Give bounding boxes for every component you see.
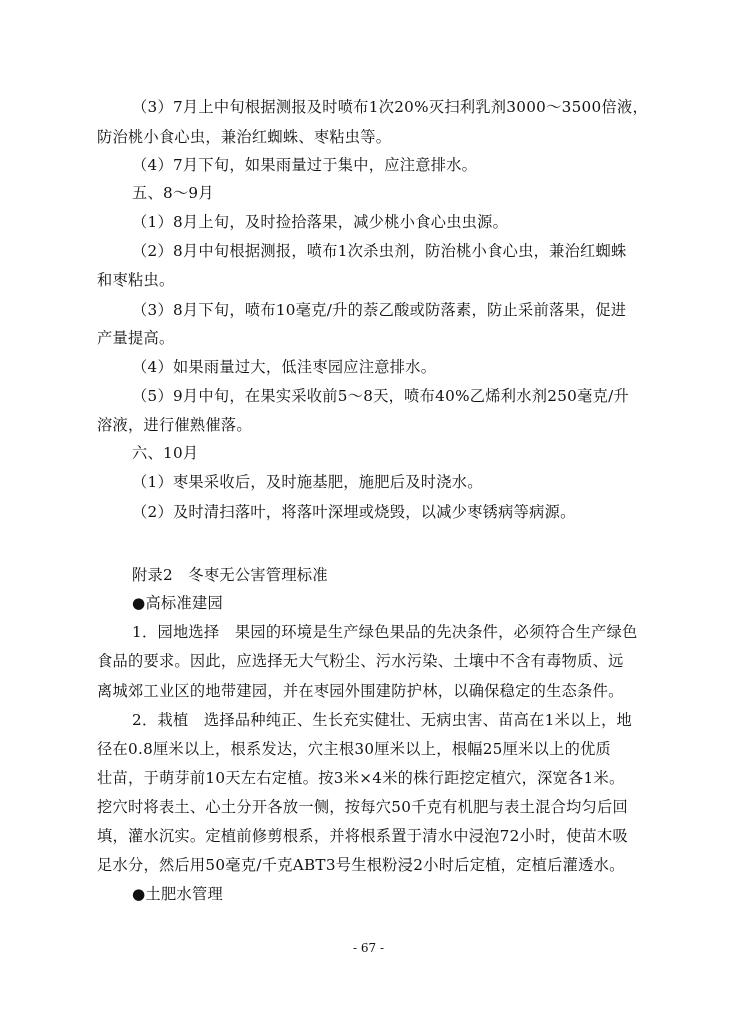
section-heading: 五、8～9月 [132, 184, 214, 202]
text-line: 挖穴时将表土、心土分开各放一侧，按每穴50千克有机肥与表土混合均匀后回 [97, 798, 629, 816]
text-line: 2．栽植 选择品种纯正、生长充实健壮、无病虫害、苗高在1米以上，地 [132, 711, 633, 729]
text-line: （2）及时清扫落叶，将落叶深埋或烧毁，以减少枣锈病等病源。 [132, 503, 576, 521]
text-line: 1．园地选择 果园的环境是生产绿色果品的先决条件，必须符合生产绿色 [132, 623, 638, 641]
text-line: 壮苗，于萌芽前10天左右定植。按3米×4米的株行距挖定植穴，深宽各1米。 [97, 769, 625, 787]
text-line: （3）7月上中旬根据测报及时喷布1次20%灭扫利乳剂3000～3500倍液， [132, 98, 648, 116]
text-line: 填，灌水沉实。定植前修剪根系，并将根系置于清水中浸泡72小时，使苗木吸 [97, 827, 629, 845]
bullet-heading: ●高标准建园 [132, 594, 223, 612]
text-line: （5）9月中旬，在果实采收前5～8天，喷布40%乙烯利水剂250毫克/升 [132, 387, 629, 405]
text-line: 径在0.8厘米以上，根系发达，穴主根30厘米以上，根幅25厘米以上的优质 [97, 740, 612, 758]
appendix-title: 附录2 冬枣无公害管理标准 [132, 566, 328, 584]
text-line: 产量提高。 [97, 329, 175, 347]
text-line: （4）如果雨量过大，低洼枣园应注意排水。 [132, 358, 437, 376]
page-number: - 67 - [352, 941, 384, 955]
text-line: 食品的要求。因此，应选择无大气粉尘、污水污染、土壤中不含有毒物质、远 [97, 652, 624, 670]
section-heading: 六、10月 [132, 444, 199, 462]
text-line: 防治桃小食心虫，兼治红蜘蛛、枣粘虫等。 [97, 128, 392, 146]
text-line: （2）8月中旬根据测报，喷布1次杀虫剂，防治桃小食心虫，兼治红蜘蛛 [132, 242, 627, 260]
text-line: （1）枣果采收后，及时施基肥，施肥后及时浇水。 [132, 473, 483, 491]
text-line: （1）8月上旬，及时捡拾落果，减少桃小食心虫虫源。 [132, 213, 509, 231]
text-line: （3）8月下旬，喷布10毫克/升的萘乙酸或防落素，防止采前落果，促进 [132, 301, 627, 319]
text-line: 和枣粘虫。 [97, 271, 175, 289]
bullet-heading: ●土肥水管理 [132, 885, 223, 903]
text-line: 足水分，然后用50毫克/千克ABT3号生根粉浸2小时后定植，定植后灌透水。 [97, 856, 625, 874]
text-line: 溶液，进行催熟催落。 [97, 416, 252, 434]
text-line: 离城郊工业区的地带建园，并在枣园外围建防护林，以确保稳定的生态条件。 [97, 682, 624, 700]
text-line: （4）7月下旬，如果雨量过于集中，应注意排水。 [132, 156, 478, 174]
